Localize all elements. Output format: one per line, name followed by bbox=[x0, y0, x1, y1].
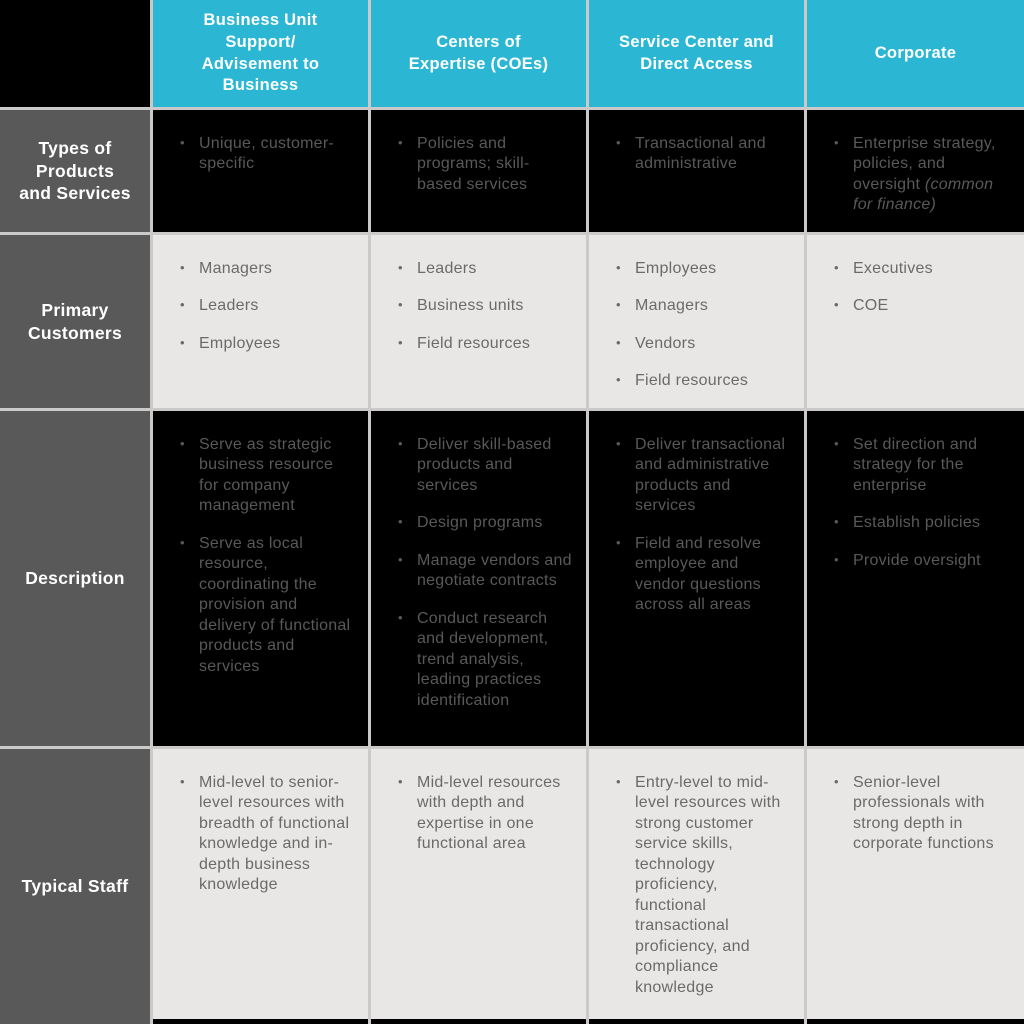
bullet-item: • Managers bbox=[616, 297, 709, 315]
row-label-text: Typical Staff bbox=[21, 876, 129, 897]
bullet-item: • Employees bbox=[180, 334, 281, 352]
corner-cell bbox=[0, 0, 150, 107]
column-header-business-unit-support bbox=[153, 0, 368, 107]
bullet-icon: • bbox=[616, 297, 621, 313]
column-header-label: Business Unit Support/ Advisement to Business bbox=[201, 10, 320, 95]
bullet-icon: • bbox=[398, 774, 403, 789]
bullet-icon: • bbox=[834, 135, 839, 150]
row-label-text: Primary Customers bbox=[27, 299, 123, 343]
bullet-item: • Mid-level to senior-level resources with breadth of functional knowledge and in-depth business knowledge bbox=[180, 774, 350, 894]
bullet-icon: • bbox=[616, 334, 621, 350]
column-header-service-center bbox=[589, 0, 804, 107]
table-cell bbox=[807, 411, 1024, 746]
bullet-icon: • bbox=[834, 436, 839, 451]
bullet-item: • Business units bbox=[398, 297, 524, 315]
bullet-item: • Deliver transactional and administrative products and services bbox=[616, 436, 786, 515]
bullet-icon: • bbox=[616, 372, 621, 388]
bullet-item: • Set direction and strategy for the enterprise bbox=[834, 436, 978, 494]
bullet-icon: • bbox=[180, 260, 185, 275]
bullet-icon: • bbox=[398, 135, 403, 150]
bullet-item: • Senior-level professionals with strong depth in corporate functions bbox=[834, 774, 994, 853]
bullet-icon: • bbox=[398, 551, 403, 567]
row-label-text: Description bbox=[25, 568, 125, 589]
column-header-centers-of-expertise bbox=[371, 0, 586, 107]
bullet-item: • Vendors bbox=[616, 334, 696, 352]
bullet-icon: • bbox=[398, 609, 403, 625]
row-label-description bbox=[0, 411, 150, 746]
table-cell bbox=[371, 235, 586, 408]
table-cell bbox=[589, 110, 804, 232]
bullet-icon: • bbox=[180, 135, 185, 150]
bullet-item: • COE bbox=[834, 297, 889, 315]
bullet-item: • Transactional and administrative bbox=[616, 135, 766, 173]
table-cell bbox=[807, 110, 1024, 232]
bullet-item: • Entry-level to mid-level resources with strong customer service skills, technology proficiency, functional transactional proficiency, and compliance knowledge bbox=[616, 774, 781, 996]
table-cell bbox=[589, 235, 804, 408]
bullet-item: • Executives bbox=[834, 260, 933, 277]
bullet-item: • Policies and programs; skill-based services bbox=[398, 135, 530, 193]
bullet-item: • Serve as strategic business resource for company management bbox=[180, 436, 334, 515]
bullet-icon: • bbox=[834, 297, 839, 313]
column-header-label: Corporate bbox=[874, 43, 957, 62]
bullet-icon: • bbox=[834, 260, 839, 275]
bullet-item: • Serve as local resource, coordinating the provision and delivery of functional products and services bbox=[180, 534, 351, 675]
table-cell bbox=[589, 411, 804, 746]
column-header-corporate bbox=[807, 0, 1024, 107]
bullet-item: • Provide oversight bbox=[834, 551, 981, 569]
table-cell bbox=[153, 411, 368, 746]
bullet-item: • Leaders bbox=[180, 297, 259, 315]
bullet-item: • Establish policies bbox=[834, 514, 981, 532]
bullet-icon: • bbox=[834, 774, 839, 789]
bullet-item: • Employees bbox=[616, 260, 717, 277]
column-header-label: Centers of Expertise (COEs) bbox=[408, 32, 549, 73]
bullet-item: • Manage vendors and negotiate contracts bbox=[398, 551, 572, 590]
bullet-item: • Unique, customer-specific bbox=[180, 135, 334, 173]
bullet-icon: • bbox=[834, 514, 839, 530]
table-cell bbox=[371, 110, 586, 232]
bullet-icon: • bbox=[180, 436, 185, 451]
table-cell bbox=[589, 749, 804, 1024]
column-header-label: Service Center and Direct Access bbox=[619, 32, 774, 73]
bullet-icon: • bbox=[834, 551, 839, 567]
table-cell bbox=[153, 235, 368, 408]
bullet-item: • Enterprise strategy, policies, and oversight (common for finance) bbox=[834, 135, 996, 214]
bullet-item: • Conduct research and development, trend analysis, leading practices identification bbox=[398, 609, 549, 709]
bullet-item: • Deliver skill-based products and services bbox=[398, 436, 552, 494]
table-cell bbox=[153, 110, 368, 232]
bullet-item: • Mid-level resources with depth and expertise in one functional area bbox=[398, 774, 561, 853]
bullet-icon: • bbox=[616, 260, 621, 275]
table-cell bbox=[807, 749, 1024, 1024]
bullet-icon: • bbox=[398, 514, 403, 530]
bullet-icon: • bbox=[180, 297, 185, 313]
bullet-item: • Managers bbox=[180, 260, 273, 277]
table-cell bbox=[153, 749, 368, 1024]
bullet-icon: • bbox=[616, 534, 621, 550]
bullet-item: • Field resources bbox=[616, 372, 749, 390]
table-cell bbox=[371, 749, 586, 1024]
table-cell bbox=[807, 235, 1024, 408]
row-label-text: Types of Products and Services bbox=[19, 137, 131, 204]
bullet-item: • Design programs bbox=[398, 514, 543, 532]
row-label-types-of-products bbox=[0, 110, 150, 232]
bullet-icon: • bbox=[616, 436, 621, 451]
row-label-primary-customers bbox=[0, 235, 150, 408]
bullet-icon: • bbox=[398, 436, 403, 451]
row-label-typical-staff bbox=[0, 749, 150, 1024]
table-cell bbox=[371, 411, 586, 746]
italic-note: (common for finance) bbox=[853, 175, 994, 214]
bullet-item: • Field and resolve employee and vendor questions across all areas bbox=[616, 534, 762, 614]
bullet-item: • Field resources bbox=[398, 334, 531, 352]
bullet-icon: • bbox=[180, 534, 185, 550]
bullet-icon: • bbox=[398, 297, 403, 313]
bullet-item: • Leaders bbox=[398, 260, 477, 277]
bullet-icon: • bbox=[616, 135, 621, 150]
bullet-icon: • bbox=[616, 774, 621, 789]
bullet-icon: • bbox=[398, 260, 403, 275]
bullet-icon: • bbox=[398, 334, 403, 350]
bullet-icon: • bbox=[180, 334, 185, 350]
bullet-icon: • bbox=[180, 774, 185, 789]
